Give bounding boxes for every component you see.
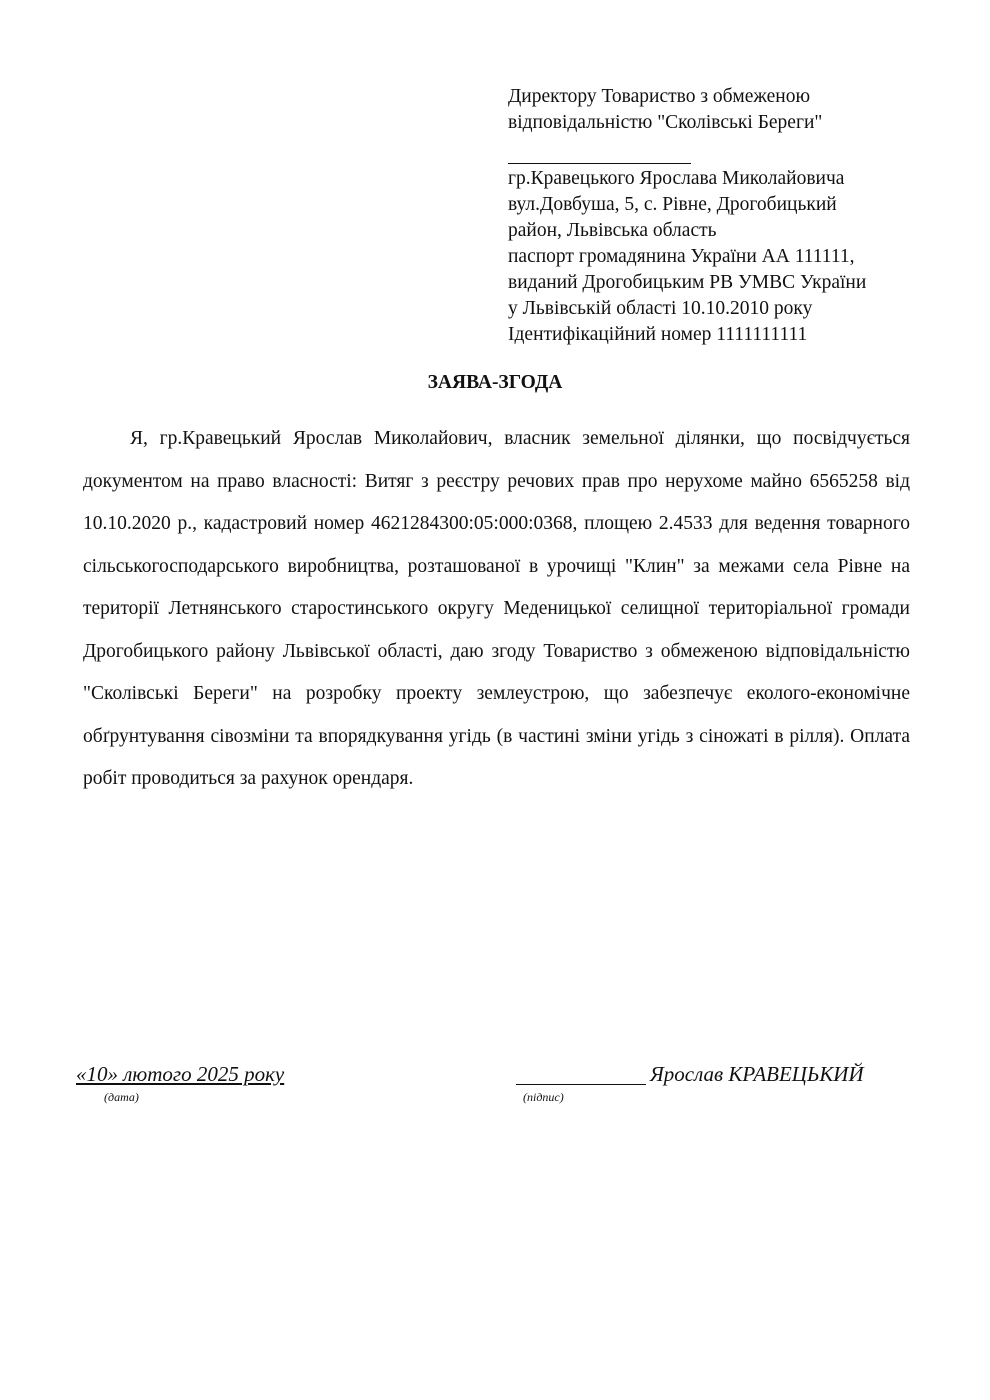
statement-body: Я, гр.Кравецький Ярослав Миколайович, власник земельної ділянки, що посвідчується документом на право власності: Витяг з реєстру речових прав про нерухоме майно 6565258 від 10.10.2020 р., кадастровий номер 4621284300:05:000:0368, площею 2.4533 для ведення товарного сільськогосподарського виробництва, розташованої в урочищі "Клин" за межами села Рівне на території Летнянського старостинського округу Меденицької селищної територіальної громади Дрогобицького району Львівської області, даю згоду Товариство з обмеженою відповідальністю "Сколівські Береги" на розробку проекту землеустрою, що забезпечує еколого-економічне обґрунтування сівозміни та впорядкування угідь (в частині зміни угідь з сіножаті в рілля). Оплата робіт проводиться за рахунок орендаря. (83, 428, 910, 789)
addressee-line-1: Директору Товариство з обмеженою (508, 86, 811, 107)
signer-name: Ярослав КРАВЕЦЬКИЙ (650, 1062, 864, 1086)
applicant-passport-line-1: паспорт громадянина України АА 111111, (508, 246, 855, 267)
addressee-blank-line (508, 144, 691, 164)
addressee-line-2: відповідальністю "Сколівські Береги" (508, 112, 823, 133)
applicant-passport-line-3: у Львівській області 10.10.2010 року (508, 298, 813, 319)
date-caption: (дата) (104, 1090, 139, 1104)
applicant-address-line-1: вул.Довбуша, 5, с. Рівне, Дрогобицький (508, 194, 837, 215)
applicant-passport-line-2: виданий Дрогобицьким РВ УМВС України (508, 272, 867, 293)
applicant-name: гр.Кравецького Ярослава Миколайовича (508, 168, 845, 189)
applicant-tax-id: Ідентифікаційний номер 1111111111 (508, 324, 808, 345)
applicant-address-line-2: район, Львівська область (508, 220, 717, 241)
addressee-block (508, 84, 928, 348)
document-title: ЗАЯВА-ЗГОДА (427, 372, 563, 393)
signature-caption: (підпис) (523, 1090, 564, 1104)
date: «10» лютого 2025 року (76, 1062, 285, 1086)
signature-line (516, 1084, 646, 1085)
